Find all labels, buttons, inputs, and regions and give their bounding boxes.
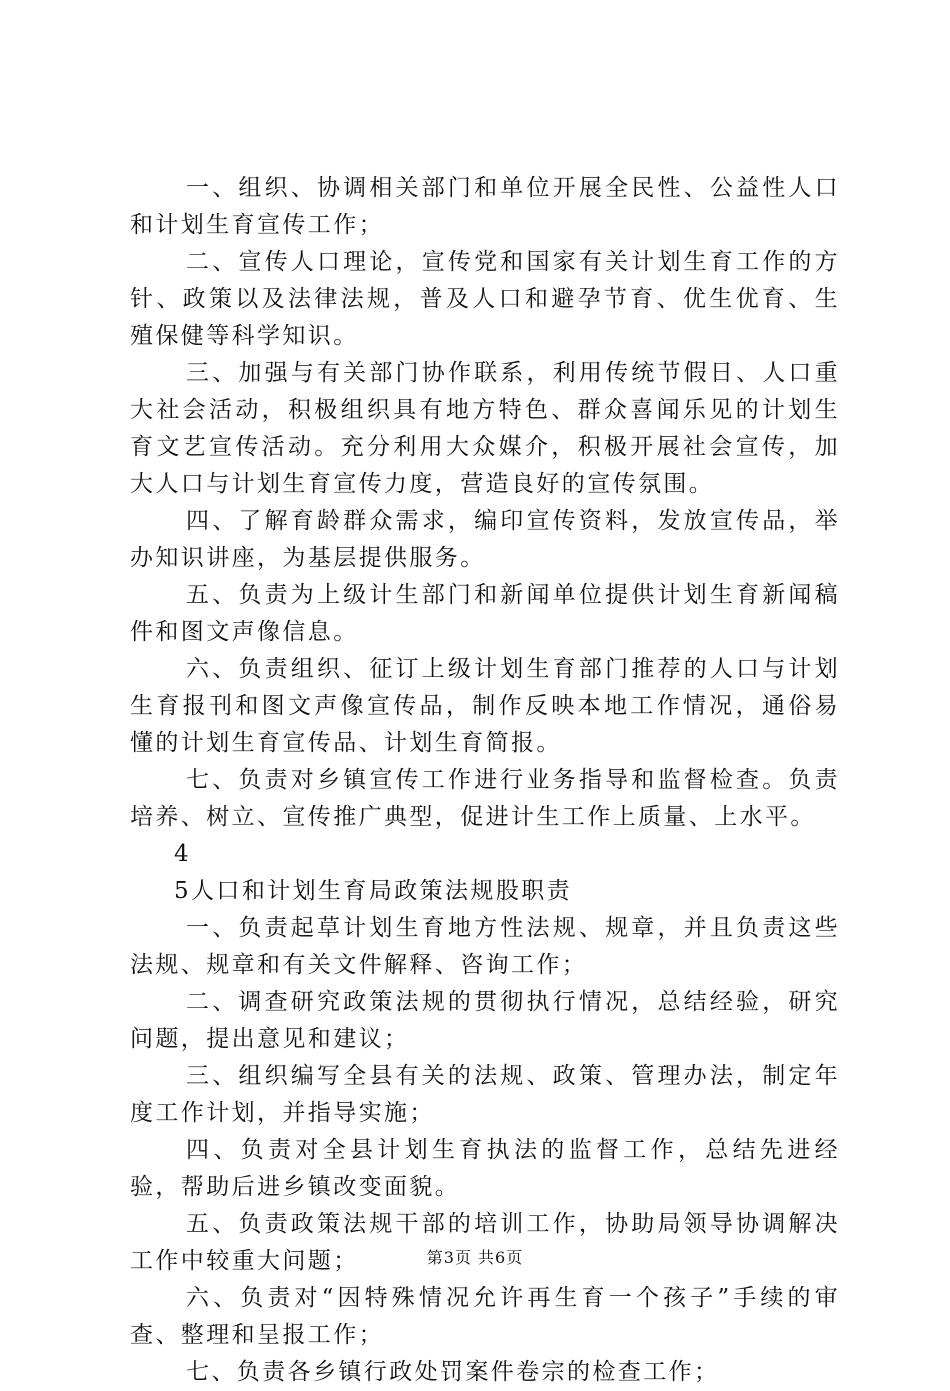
section-number: 4 — [174, 841, 192, 867]
section-a-paragraph-6: 六、负责组织、征订上级计划生育部门推荐的人口与计划生育报刊和图文声像宣传品，制作反映本地工作情况，通俗易懂的计划生育宣传品、计划生育简报。 — [130, 656, 840, 756]
section-b-paragraph-5: 五、负责政策法规干部的培训工作，协助局领导协调解决工作中较重大问题； — [130, 1211, 840, 1274]
section-b-paragraph-2: 二、调查研究政策法规的贯彻执行情况，总结经验，研究问题，提出意见和建议； — [130, 989, 840, 1052]
page-footer — [0, 1245, 950, 1268]
section-a-paragraph-3: 三、加强与有关部门协作联系，利用传统节假日、人口重大社会活动，积极组织具有地方特色、群众喜闻乐见的计划生育文艺宣传活动。充分利用大众媒介，积极开展社会宣传，加大人口与计划生育宣传力度，营造良好的宣传氛围。 — [130, 360, 840, 497]
section-a-paragraph-5: 五、负责为上级计生部门和新闻单位提供计划生育新闻稿件和图文声像信息。 — [130, 582, 840, 645]
section-a-paragraph-7: 七、负责对乡镇宣传工作进行业务指导和监督检查。负责培养、树立、宣传推广典型，促进计生工作上质量、上水平。 — [130, 767, 840, 830]
section-b-paragraph-7: 七、负责各乡镇行政处罚案件卷宗的检查工作； — [186, 1359, 720, 1385]
document-body — [130, 170, 840, 1391]
section-b-paragraph-3: 三、组织编写全县有关的法规、政策、管理办法，制定年度工作计划，并指导实施； — [130, 1063, 840, 1126]
section-b-paragraph-6: 六、负责对“因特殊情况允许再生育一个孩子”手续的审查、整理和呈报工作； — [130, 1285, 840, 1348]
section-b-paragraph-4: 四、负责对全县计划生育执法的监督工作，总结先进经验，帮助后进乡镇改变面貌。 — [130, 1137, 840, 1200]
page-number-label: 第3页 共6页 — [426, 1248, 524, 1267]
section-a-paragraph-2: 二、宣传人口理论，宣传党和国家有关计划生育工作的方针、政策以及法律法规，普及人口和避孕节育、优生优育、生殖保健等科学知识。 — [130, 249, 840, 349]
section-b-paragraph-1: 一、负责起草计划生育地方性法规、规章，并且负责这些法规、规章和有关文件解释、咨询工作； — [130, 915, 840, 978]
section-title: 5人口和计划生育局政策法规股职责 — [174, 878, 573, 904]
section-a-paragraph-1: 一、组织、协调相关部门和单位开展全民性、公益性人口和计划生育宣传工作； — [130, 175, 840, 238]
section-a-paragraph-4: 四、了解育龄群众需求，编印宣传资料，发放宣传品，举办知识讲座，为基层提供服务。 — [130, 508, 840, 571]
